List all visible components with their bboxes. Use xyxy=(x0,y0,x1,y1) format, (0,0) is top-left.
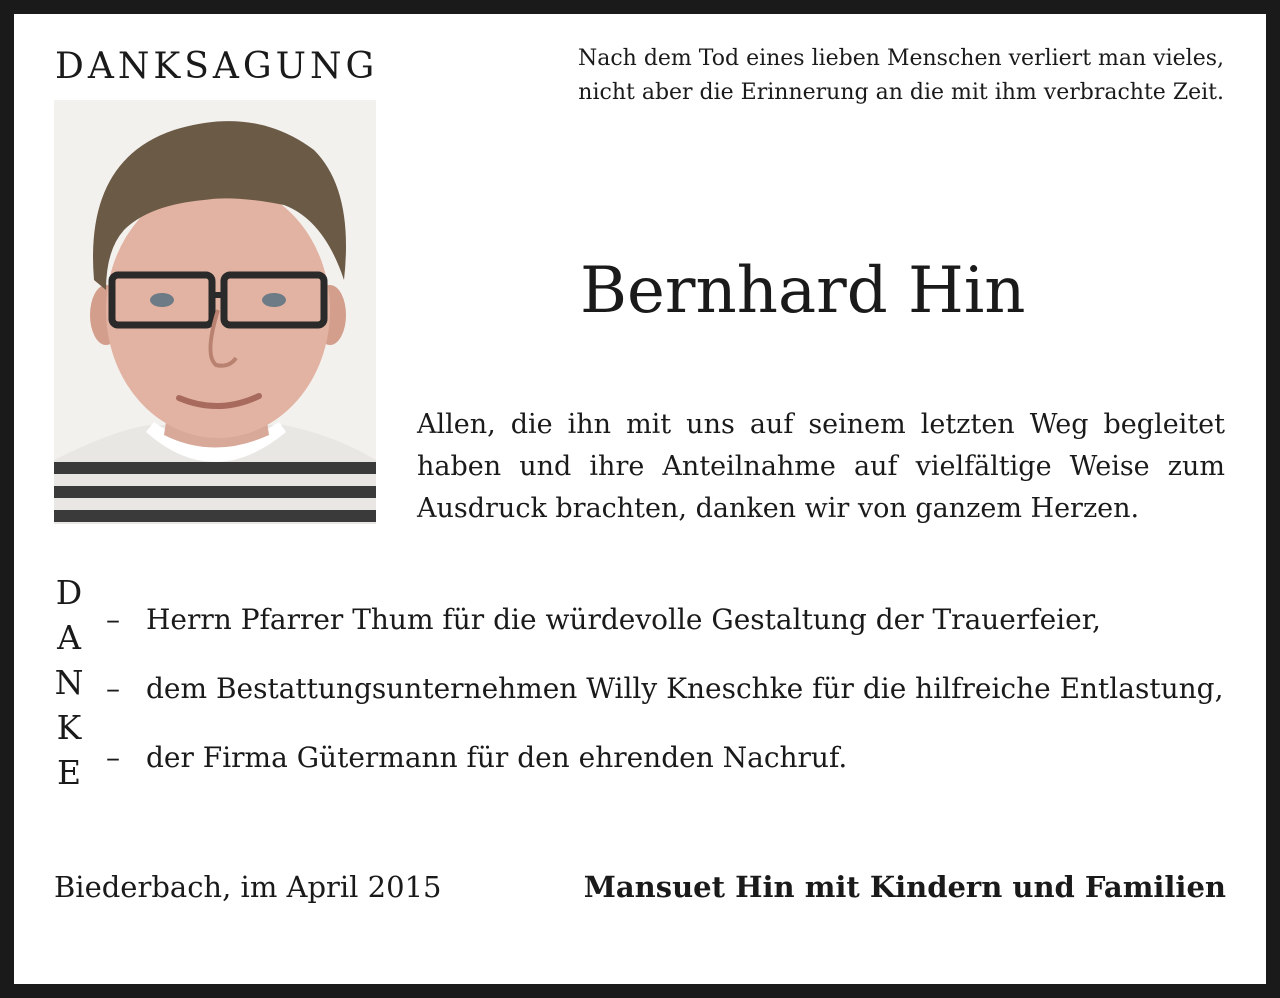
list-item-text: dem Bestattungsunternehmen Willy Kneschke für die hilfreiche Entlastung, xyxy=(146,672,1224,705)
thanks-text: Allen, die ihn mit uns auf seinem letzten Weg begleitet haben und ihre Anteilnahme auf vielfältige Weise zum Ausdruck brachten, danken wir von ganzem Herzen. xyxy=(417,409,1225,524)
heading: DANKSAGUNG xyxy=(55,46,379,87)
danke-letter: D xyxy=(55,573,83,612)
dash: – xyxy=(106,672,120,705)
quote-line-1: Nach dem Tod eines lieben Menschen verliert man vieles, xyxy=(577,46,1224,71)
dash: – xyxy=(106,603,120,636)
quote xyxy=(524,42,1224,110)
list-item-text: der Firma Gütermann für den ehrenden Nachruf. xyxy=(146,741,848,774)
portrait-photo xyxy=(54,100,376,524)
danke-letter: N xyxy=(54,663,84,702)
list-item xyxy=(106,669,1223,738)
thanks-list xyxy=(106,600,1223,807)
list-item-text: Herrn Pfarrer Thum für die würdevolle Gestaltung der Trauerfeier, xyxy=(146,603,1101,636)
place-date: Biederbach, im April 2015 xyxy=(54,870,442,904)
danke-letter: K xyxy=(56,708,82,747)
danke-letter: E xyxy=(56,753,82,792)
family-signature: Mansuet Hin mit Kindern und Familien xyxy=(583,870,1226,904)
list-item xyxy=(106,738,1223,807)
danke-vertical xyxy=(54,570,84,795)
danke-letter: A xyxy=(57,618,81,657)
dash: – xyxy=(106,741,120,774)
obituary-card xyxy=(14,14,1266,984)
deceased-name: Bernhard Hin xyxy=(580,254,1026,328)
list-item xyxy=(106,600,1223,669)
quote-line-2: nicht aber die Erinnerung an die mit ihm verbrachte Zeit. xyxy=(578,80,1224,105)
